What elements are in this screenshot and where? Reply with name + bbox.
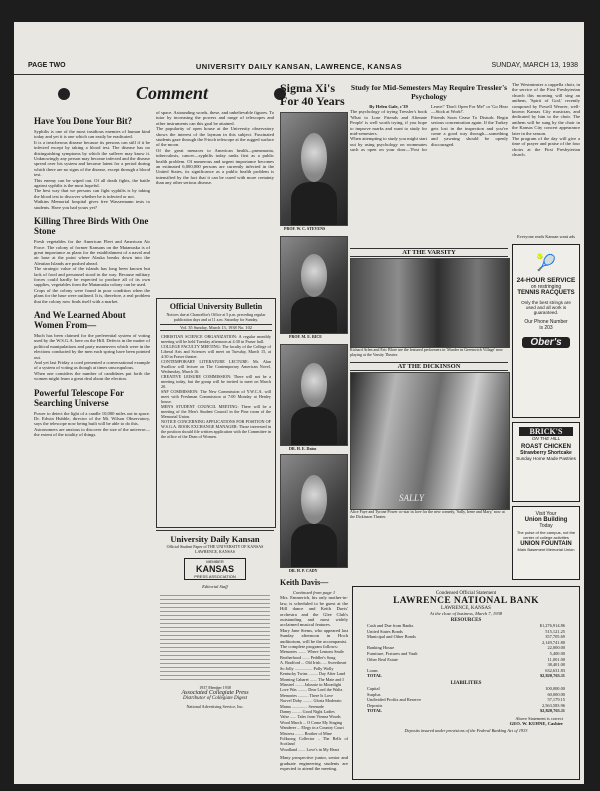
- row-value: 632,631.83: [545, 667, 565, 673]
- ad-line: ROAST CHICKEN: [520, 444, 571, 450]
- portrait-stevens: [280, 112, 348, 226]
- row-label: Furniture, Fixtures and Vault: [367, 650, 418, 656]
- ad-line: Main Basement Memorial Union: [517, 547, 575, 552]
- article-body: Much has been claimed for the preferential system of voting used by the W.S.G.A. here on the Hill. Defects in the matter of political manipulations and party maneuvers which were in the elections conducted by the men each spring have been pointed out. And yet last Friday a coed presented a conversational example of a system of voting as though at times unscrupulous. When one considers the number of candidates put forth the women might learn a great deal about the election.: [34, 332, 150, 382]
- ad-line: TENNIS RACQUETS: [517, 290, 575, 296]
- program-item: Valse ...... Tales from Vienna Woods: [280, 714, 341, 720]
- liabilities-table: [353, 686, 579, 708]
- sigma-xi-headline: Sigma Xi's For 40 Years: [280, 81, 345, 108]
- ad-line: Our Phone Number: [524, 319, 568, 325]
- row-label: Capital: [367, 685, 380, 691]
- bank-insurance-note: Deposits insured under provisions of the Federal Banking Act of 1933: [404, 727, 528, 733]
- bank-name: LAWRENCE NATIONAL BANK: [393, 596, 539, 606]
- concert-program: [280, 649, 348, 752]
- bank-cashier: GEO. W. KUHNE, Cashier: [509, 720, 563, 726]
- article-body: of space. Astounding words, these, and unbelievable figures. To tutor by increasing the powers and range of telescopes and other instruments can this goal be attained. The popularity of open house at the University observatory shows the interest of the layman in this subject. Fascinated students gaze through the 8-inch telescope at the rugged surface of the moon. Of the great menaces to American health—pneumonia, tuberculosis, cancer—syphilis today ranks first as a public health problem. Of numerous and urgent importance becomes an estimated 6,000,000 persons are currently infected in the United States, its significance as a public health problem is intensified by the fact that it can be cured with more certainty than any other serious disease.: [156, 110, 274, 186]
- kansan-title: University Daily Kansan: [156, 530, 274, 544]
- program-item: Mistress ........ Brother of Mine: [280, 730, 332, 736]
- varsity-banner: AT THE VARSITY: [350, 248, 508, 257]
- bank-footer: Above Statement is correct: [515, 715, 563, 721]
- acp-years: 1937 Member 1938: [199, 685, 231, 690]
- row-label: Cash and Due from Banks: [367, 623, 414, 628]
- comment-column-left: [34, 110, 150, 778]
- ad-line: Only the best strings are used and all work is guaranteed.: [521, 300, 571, 315]
- caption: DR. H. P. CADY: [289, 568, 318, 573]
- program-item: Memories .......... There Is Love: [280, 692, 333, 698]
- issue-date: SUNDAY, MARCH 13, 1938: [491, 62, 578, 69]
- badge-top: MEMBER: [206, 559, 224, 564]
- headline: And We Learned About Women From—: [34, 309, 126, 330]
- headline: Powerful Telescope For Searching Universe: [34, 387, 124, 408]
- tennis-icon: 🎾: [536, 255, 556, 272]
- article-body: Syphilis is one of the most insidious enemies of human kind today and yet it is one which can easily be eradicated. It is a treacherous disease because its persons can still if it be infected except by taking a blood test. The disease has no distinguishing symptoms by which the sufferer may know it. Unknowingly any person may become infected and the disease spread over his system and become latent for a period during which there are no signs of the disease, except through a blood test. This enemy can be wiped out. Of all death fights, the battle against syphilis is the most hopeful. The best way that we persons can fight syphilis is by taking the blood test to discover whether he is infected or not. Watkins Memorial hospital gives free Wassermann tests to students. Have you had yours yet?: [34, 129, 150, 210]
- bulletin-subtitle: Notices due at Chancellor's Office at 5 p.m. preceding regular publication days and at 11 a.m. Saturday for Sunday.: [166, 312, 266, 322]
- ad-line: 24-HOUR SERVICE: [516, 277, 576, 284]
- kansan-sub: Official Student Paper of THE UNIVERSITY OF KANSAS LAWRENCE, KANSAS: [166, 544, 264, 554]
- row-label: United States Bonds: [367, 628, 403, 634]
- union-fountain-ad: [512, 506, 580, 580]
- ad-line: The pulse of the campus, not the center of college activities: [516, 530, 576, 540]
- byline: By Helen Gale, c'39: [369, 104, 408, 109]
- ad-line: on restringing: [530, 284, 562, 290]
- resources-total: [353, 673, 579, 679]
- headline: Killing Three Birds With One Stone: [34, 216, 149, 237]
- row-label: Banking House: [367, 645, 395, 651]
- row-value: 515,121.25: [545, 628, 565, 634]
- page-header: [14, 60, 584, 75]
- study-headline: Study for Mid-Semesters May Require Tressler's Psychology: [350, 83, 508, 101]
- ad-line: Strawberry Shortcake: [520, 450, 572, 456]
- bricks-logo: BRICK'S: [519, 427, 573, 436]
- caption: PROF. M. E. RICE: [289, 334, 322, 339]
- row-label: Municipal and Other Bonds: [367, 634, 416, 640]
- bricks-ad: [512, 422, 580, 502]
- resources-label: RESOURCES: [450, 618, 482, 623]
- want-ads-note: Everyone reads Kansan want ads: [516, 234, 576, 239]
- row-value: 5,400.00: [549, 650, 565, 656]
- row-value: 22,000.00: [547, 645, 565, 651]
- advertising-service: National Advertising Service, Inc.: [186, 704, 244, 709]
- program-item: Love Was ......... Dear Lord the Waltz: [280, 687, 343, 693]
- distributor-label: Distributor of Collegiate Digest: [182, 696, 248, 701]
- caption: DR. H. E. Dains: [289, 446, 317, 451]
- sally-sign: SALLY: [399, 493, 424, 503]
- varsity-caption: Richard Arlen and Eric Blore are the featured performers in 'Murder in Greenwich Village' now playing at the Varsity Theater.: [350, 347, 503, 357]
- total-label: TOTAL: [367, 708, 382, 714]
- article-body: The psychology of trying Tressler's book 'What to Lose Friends and Alienate People' is well worth trying, if you hope to improve marks and want to study for mid-semesters. When attempting to study you might start out by using psychology on roommates such as open on your door—'Post for Leave!' 'Don't Open For Me!' or 'Go Hear—Stick at Work!'. Friends Soon Cease To Disturb. Begin serious concentration again. If the Turkey gets lost in the inspection and you've come a good way through—something and yawning should be openly discouraged.: [350, 104, 508, 153]
- comment-continued: [156, 110, 274, 295]
- article-body: Power to detect the light of a candle 10,000 miles out in space. Dr. Edwin Hubble, director of the Mt. Wilson Observatory, says the telescope now being built will be able to do this. Astronomers are anxious to discover the size of the universe—the extent of the totality of things.: [34, 410, 150, 438]
- program-item: Woodland ....... Love's in My Heart: [280, 746, 340, 752]
- row-label: Deposits: [367, 702, 383, 708]
- program-item: Morning Cabaret ....... The Mate and I: [280, 676, 344, 682]
- varsity-still-photo: [350, 258, 510, 348]
- row-label: Other Real Estate: [367, 656, 398, 662]
- row-label: Surplus: [367, 691, 381, 697]
- ad-phone: is 203: [539, 325, 553, 331]
- portrait-cady: [280, 454, 348, 568]
- article-body: Fresh vegetables for the American Fleet and American Air Force. The colony of former Kansans on the Matanuska is of great importance as plans for the establishment of a naval and air base at the point where Alaska breaks down into the Aleutian Islands are pushed ahead. The strategic value of the islands has long been known but lack of food and personnel stood in the way. Because military forces could hardly be expected to produce all of its own supplies, vegetables from the Matanuska colony can be used. Crops of the colony were found in poor condition when the plans for the base were outlined. It is, therefore, a real problem that the colony now finds itself with a market.: [34, 239, 150, 304]
- total-label: TOTAL: [367, 673, 382, 679]
- liabilities-label: LIABILITIES: [450, 680, 482, 686]
- row-value: 100,000.00: [545, 685, 565, 691]
- program-item: Kentucky Twins ......... Day After Land: [280, 671, 346, 677]
- portrait-dains: [280, 344, 348, 446]
- dickinson-caption: Alice Faye and Tyrone Power co-star in love for the new comedy, 'Sally, Irene and Mary,' now at the Dickinson Theater.: [350, 509, 505, 519]
- staff-listing: [160, 592, 270, 682]
- program-item: Wanderer ... Elegy in a Country Court: [280, 725, 344, 731]
- keith-davis-article: [280, 578, 348, 780]
- bank-statement: [352, 586, 580, 780]
- comment-title: Comment: [135, 83, 208, 103]
- continued-note: Continued from page 1: [292, 590, 336, 595]
- resources-table: [353, 623, 579, 673]
- dickinson-banner: AT THE DICKINSON: [350, 362, 508, 371]
- comment-banner: [52, 80, 292, 106]
- ornament-icon: [58, 88, 70, 100]
- program-item: A. Bradford ... Old Irish ..... Sweetheart: [280, 660, 347, 666]
- article-footer: Many prospective junior, senior and graduate engineering students are expected to attend the meeting.: [280, 755, 350, 771]
- row-label: Undivided Profits and Reserve: [367, 697, 422, 703]
- ad-line: Visit Your: [535, 511, 557, 517]
- westminster-article: [512, 82, 580, 232]
- press-association-badge: [184, 558, 246, 580]
- article-body: The Westminster a cappella choir, in the service of the First Presbyterian church this morning will sing an anthem, 'Spirit of God,' recently composed by Powell Weaver, well-known Kansas City musician, and dedicated by him to the choir. The anthem will be sung by the choir in the Kansas City concert appearance later in the season. The program of the day will give a time of prayer and praise of the four choirs at the First Presbyterian church.: [512, 82, 580, 158]
- ad-line: UNION FOUNTAIN: [520, 541, 572, 547]
- headline: Have You Done Your Bit?: [34, 116, 133, 126]
- article-body: Mrs. Emmerich, his only mother-in-law, is scheduled to be guest at the Hill dance and Keith Davis' orchestra and the Glee Club's outstanding and most widely acclaimed musical features. Mary Jane Stems, who appeared last Sunday afternoon in Hoch auditorium, will be the accompanist. The complete program follows:: [280, 595, 348, 650]
- program-item: Minstrel ........ Jalousie in Moonlight: [280, 681, 342, 687]
- ad-line: ON THE HILL: [531, 436, 561, 441]
- program-item: Folksong Collector .. The Bells of Scotland: [280, 735, 348, 747]
- bank-date: At the close of business, March 7, 1938: [429, 611, 503, 616]
- caption: PROF. W. C. STEVENS: [284, 226, 326, 231]
- bulletin-title: Official University Bulletin: [169, 302, 263, 311]
- badge-bottom: PRESS ASSOCIATION: [194, 574, 236, 579]
- row-value: 357,705.69: [545, 634, 565, 640]
- program-item: Wood March ... O Come My Singing: [280, 719, 343, 725]
- program-item: Memories ........ Where Lemons Smile: [280, 649, 344, 655]
- total-value: $2,820,763.11: [539, 708, 565, 714]
- acp-label: Associated Collegiate Press: [181, 690, 249, 696]
- masthead-line: UNIVERSITY DAILY KANSAN, LAWRENCE, KANSAS: [195, 62, 403, 71]
- tennis-racquet-ad: [512, 244, 580, 418]
- program-item: Danny ......... Good Night Ladies: [280, 708, 335, 714]
- bank-title-small: Condensed Official Statement: [435, 591, 497, 596]
- kansan-masthead: [156, 530, 274, 778]
- staff-label: Editorial Staff: [202, 584, 228, 589]
- bulletin-body: CHRISTIAN SCIENCE ORGANIZATION: A regular monthly meeting will be held Tuesday afternoon at 4:30 in Fraser hall. COLLEGE FACULTY MEETING: The faculty of the College of Liberal Arts and Sciences will meet on Tuesday, March 15, at 4:30 in Fraser theater. CONTEMPORARY LITERATURE LECTURE: Mr. Alan Swallow will lecture on The Contemporary American Novel, Wednesday, March 16. CREATIVE LEISURE COMMISSION: There will not be a meeting today, but the group will be invited to meet on March 20. SNF COMMISSION: The New Commission of Y.W.C.A. will meet with Freshman Commission at 7:00 Monday at Henley house. MEN'S STUDENT COUNCIL MEETING: There will be a meeting of the Men's Student Council in the Pine room of the Memorial Union. NOTICE CONCERNING APPLICATIONS FOR POSITION OF W.S.G.A. BOOK EXCHANGE MANAGER: Those interested in the position should file written application with the Committee in the office of the Dean of Women.: [161, 334, 271, 439]
- row-label: Loans: [367, 667, 378, 673]
- program-item: Brotherhood ....... Peddler's Song: [280, 654, 336, 660]
- ad-line: Sunday Home Made Pastries: [516, 456, 576, 461]
- bulletin-issue: Vol. 35 Sunday, March 13, 1938 No. 102: [160, 324, 272, 331]
- program-item: Norvel Doby ......... Gloria Moderato: [280, 698, 342, 704]
- portrait-rice: [280, 236, 348, 334]
- ad-line: Union Building: [524, 517, 568, 523]
- liabilities-total: [353, 708, 579, 714]
- row-value: 11,001.00: [547, 656, 565, 662]
- newspaper-page: [14, 22, 584, 784]
- program-item: So Jolly ................. Polly Wolly: [280, 665, 334, 671]
- headline: Keith Davis—: [280, 578, 329, 587]
- ad-line: Today: [539, 523, 553, 529]
- dickinson-still-photo: [350, 372, 510, 510]
- row-value: 38,401.00: [547, 662, 565, 668]
- obers-logo: Ober's: [522, 337, 570, 348]
- total-value: $2,820,763.11: [539, 673, 565, 679]
- study-article: [350, 104, 508, 244]
- row-value: $1,276,914.86: [539, 623, 565, 628]
- row-value: 57,179.15: [547, 697, 565, 703]
- badge-main: KANSAS: [195, 564, 234, 574]
- bank-city: LAWRENCE, KANSAS: [441, 606, 491, 611]
- program-item: Mama ............... Serenade: [280, 703, 324, 709]
- page-label: PAGE TWO: [28, 62, 66, 69]
- row-value: 2,149,741.80: [541, 639, 565, 645]
- official-bulletin: [156, 298, 276, 528]
- row-value: 60,000.00: [547, 691, 565, 697]
- row-value: 2,563,583.96: [541, 702, 565, 708]
